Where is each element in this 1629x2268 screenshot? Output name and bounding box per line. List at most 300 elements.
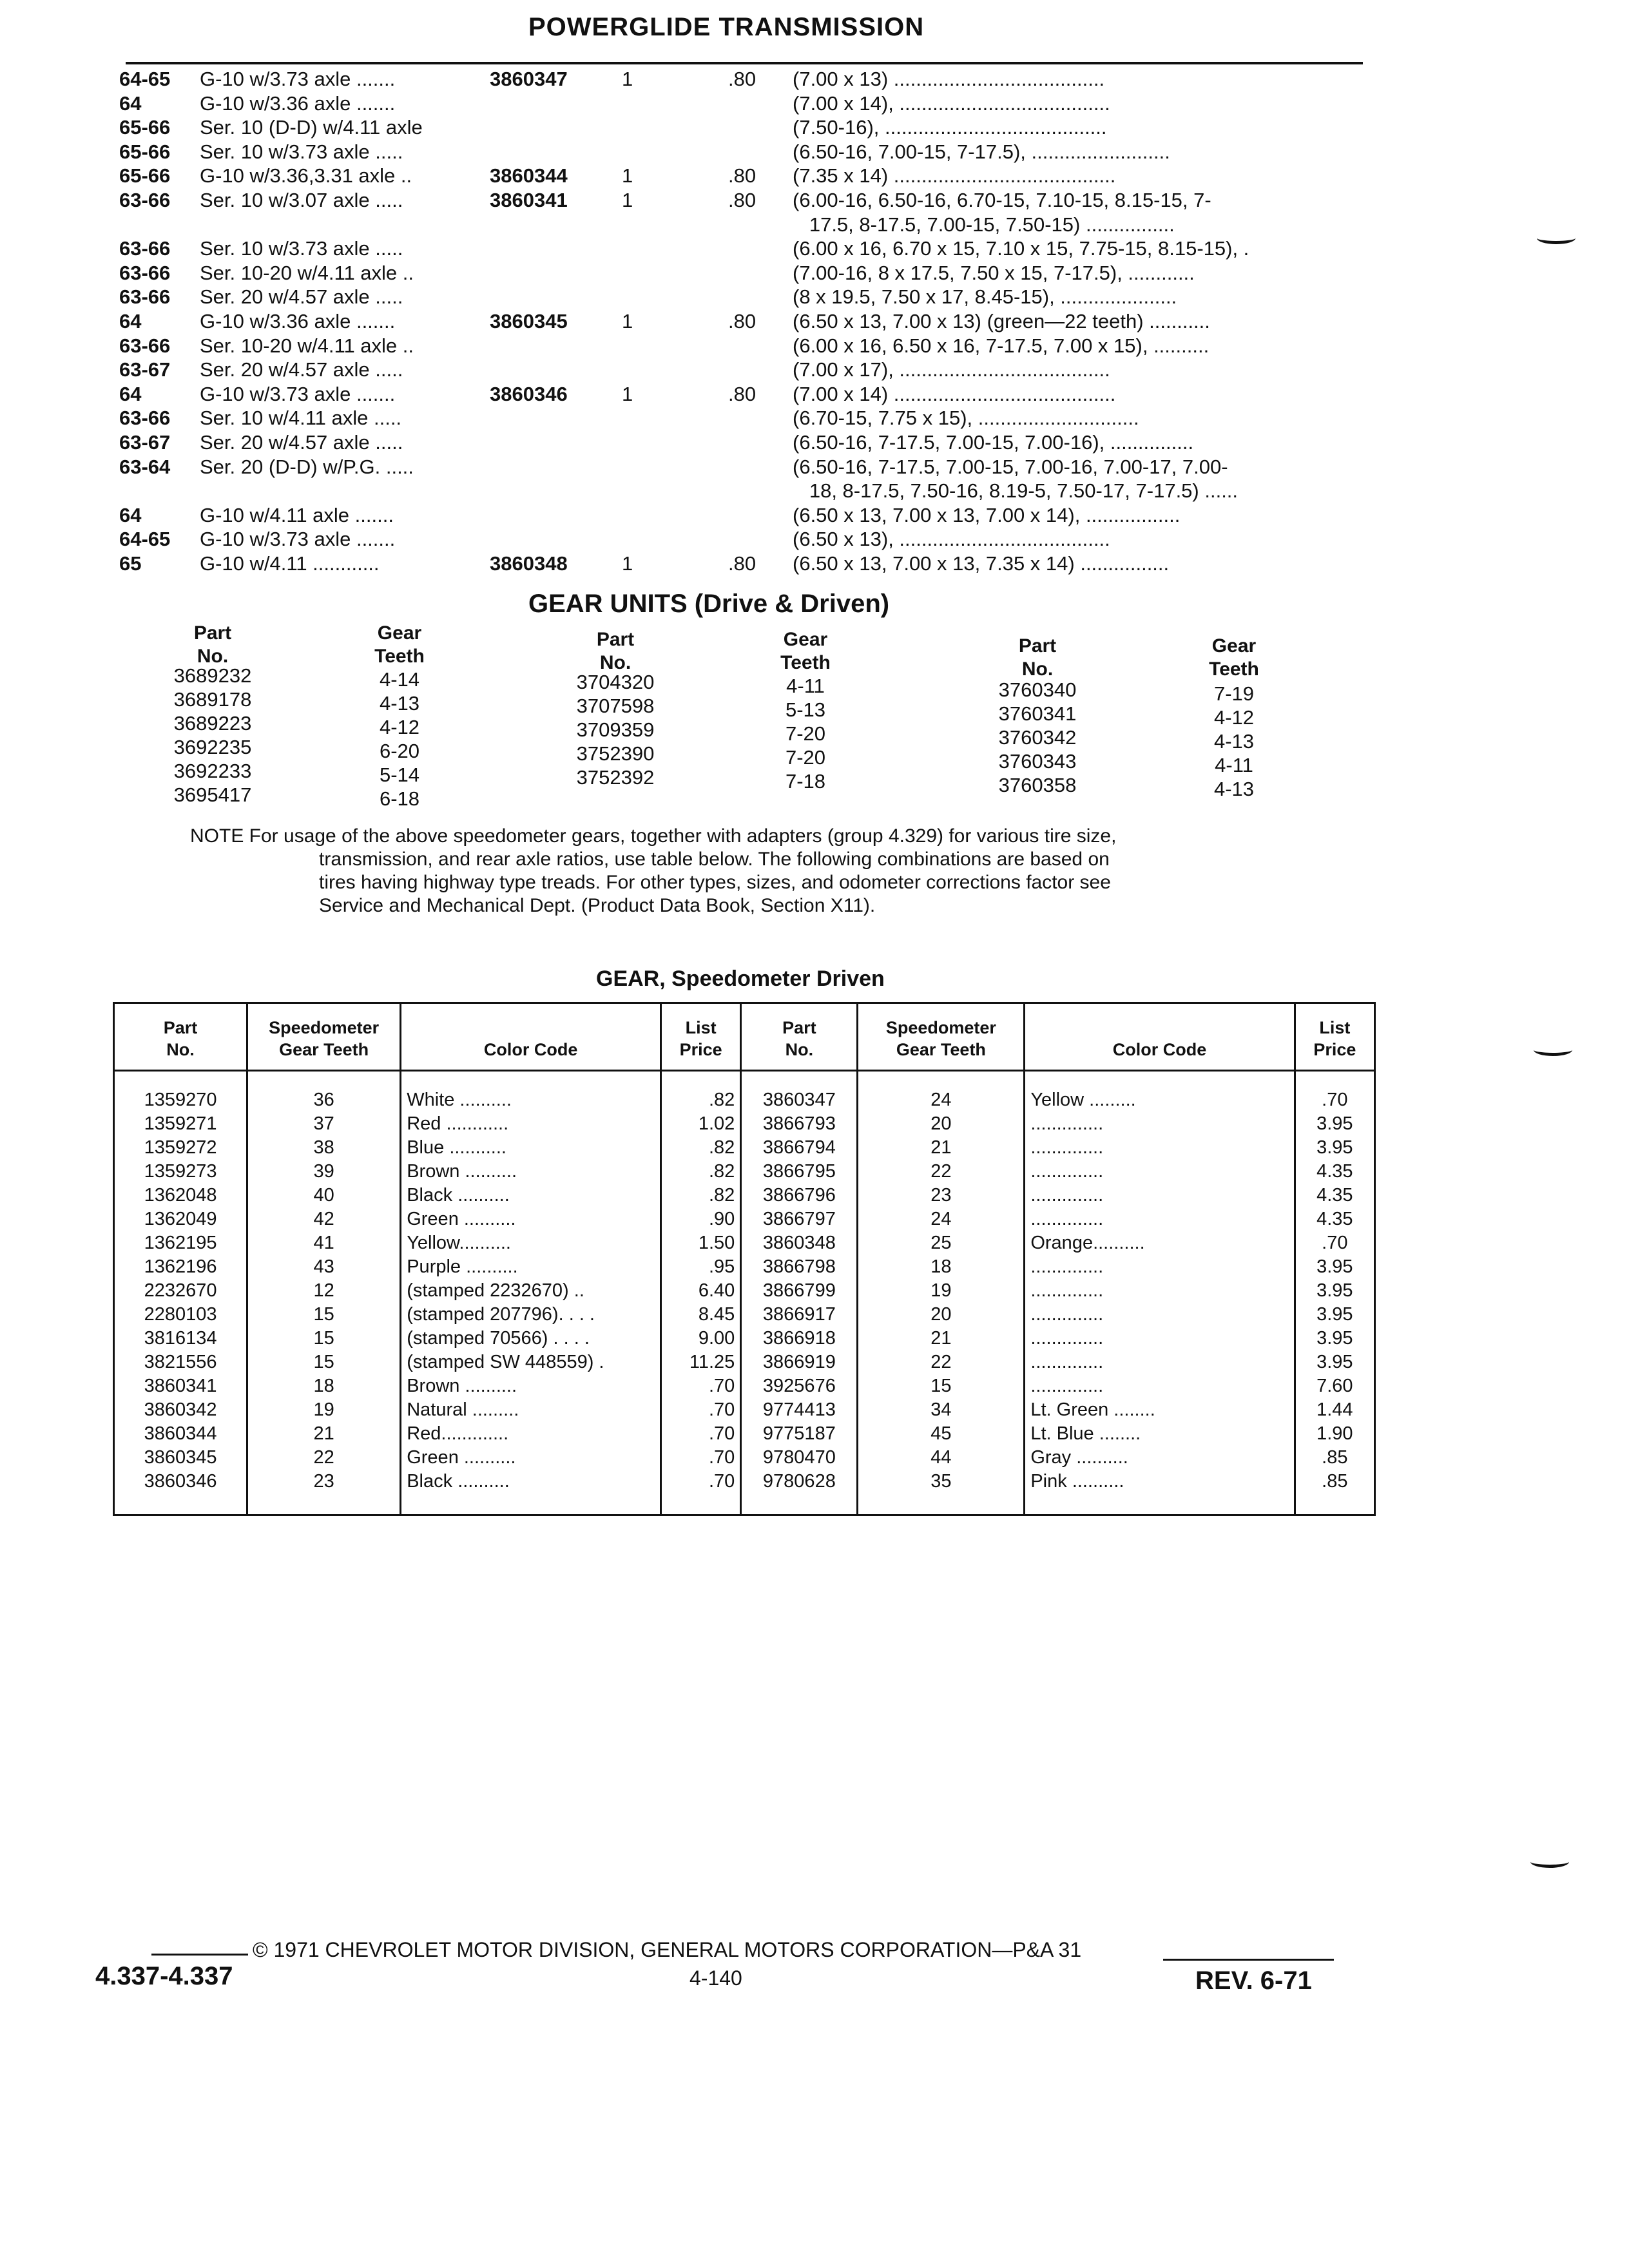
application-tire-sizes: (6.50 x 13, 7.00 x 13, 7.35 x 14) ................	[793, 552, 1170, 575]
speedo-price-value: .85	[1322, 1447, 1348, 1468]
application-years: 64-65	[119, 528, 171, 551]
application-tire-sizes: 18, 8-17.5, 7.50-16, 8.19-5, 7.50-17, 7-17.5) ......	[793, 479, 1239, 503]
speedo-price-value: 3.95	[1316, 1256, 1353, 1277]
gear-units-header-part: Part No.	[193, 622, 232, 667]
application-row	[119, 116, 1408, 140]
speedo-table-title: GEAR, Speedometer Driven	[596, 966, 885, 991]
speedo-price-value: 3.95	[1316, 1137, 1353, 1158]
gear-unit-teeth: 7-18	[785, 770, 826, 793]
margin-mark	[1530, 1856, 1569, 1868]
application-years: 65-66	[119, 116, 171, 139]
speedo-color-value: Blue ...........	[407, 1137, 506, 1158]
application-years: 64	[119, 382, 142, 405]
application-row	[119, 285, 1408, 310]
application-row	[119, 479, 1408, 504]
application-row	[119, 164, 1408, 189]
speedo-teeth-value: 41	[313, 1233, 334, 1253]
gear-unit-part: 3689232	[173, 664, 252, 687]
speedo-color-value: ..............	[1030, 1352, 1104, 1372]
speedo-color-value: (stamped SW 448559) .	[407, 1352, 604, 1372]
speedo-part-value: 1359270	[144, 1090, 217, 1110]
left-price-column	[661, 1071, 741, 1515]
speedo-part-value: 3866799	[762, 1280, 836, 1301]
speedo-price-value: 1.90	[1316, 1423, 1353, 1444]
gear-units-part-column	[976, 678, 1099, 797]
gear-unit-part: 3752392	[576, 766, 655, 789]
application-price: .80	[728, 382, 757, 405]
application-years: 63-66	[119, 261, 171, 284]
speedo-price-value: 4.35	[1316, 1185, 1353, 1206]
application-row	[119, 310, 1408, 334]
speedo-part-value: 3866798	[762, 1256, 836, 1277]
speedo-part-value: 3866917	[762, 1304, 836, 1325]
speedo-price-value: .70	[708, 1376, 735, 1396]
note-line-2: transmission, and rear axle ratios, use table below. The following combinations are based on	[319, 849, 1110, 870]
speedo-price-value: 11.25	[689, 1352, 735, 1372]
speedo-teeth-value: 24	[930, 1209, 952, 1229]
application-years: 63-67	[119, 358, 171, 381]
speedo-part-value: 1362049	[144, 1209, 217, 1229]
header-gear-teeth: Speedometer Gear Teeth	[247, 1003, 401, 1071]
speedo-color-value: Red ............	[407, 1113, 509, 1134]
speedo-price-value: 8.45	[698, 1304, 735, 1325]
application-price: .80	[728, 164, 757, 187]
application-row	[119, 92, 1408, 117]
gear-units-header-part: Part No.	[596, 629, 635, 673]
speedo-part-value: 3866797	[762, 1209, 836, 1229]
speedo-part-value: 9780470	[762, 1447, 836, 1468]
header-part-no: Part No.	[741, 1003, 858, 1071]
application-part-number: 3860347	[490, 68, 568, 90]
speedo-color-value: Black ..........	[407, 1471, 510, 1492]
application-tire-sizes: (7.00 x 14) ........................................	[793, 382, 1116, 405]
application-tire-sizes: (6.00 x 16, 6.70 x 15, 7.10 x 15, 7.75-15, 8.15-15), .	[793, 237, 1249, 260]
speedo-price-value: 3.95	[1316, 1304, 1353, 1325]
speedo-color-value: Black ..........	[407, 1185, 510, 1206]
application-description: G-10 w/3.73 axle .......	[200, 382, 396, 405]
application-tire-sizes: (6.50 x 13, 7.00 x 13, 7.00 x 14), .................	[793, 503, 1181, 526]
application-row	[119, 383, 1408, 407]
application-years: 65-66	[119, 140, 171, 163]
speedo-part-value: 3866919	[762, 1352, 836, 1372]
speedo-teeth-value: 15	[313, 1304, 334, 1325]
speedo-price-value: 4.35	[1316, 1161, 1353, 1182]
speedo-price-value: 1.02	[698, 1113, 735, 1134]
note-line-3: tires having highway type treads. For other types, sizes, and odometer corrections factor see	[319, 872, 1111, 893]
group-number: 4.337-4.337	[95, 1962, 233, 1990]
speedo-part-value: 2280103	[144, 1304, 217, 1325]
speedo-teeth-value: 22	[930, 1352, 952, 1372]
speedo-price-value: 3.95	[1316, 1328, 1353, 1349]
speedo-color-value: Gray ..........	[1030, 1447, 1128, 1468]
left-color-column	[401, 1071, 661, 1515]
application-tire-sizes: (7.00 x 14), ......................................	[793, 91, 1110, 115]
gear-unit-teeth: 7-19	[1213, 682, 1255, 705]
page-number: 4-140	[689, 1966, 742, 1990]
speedo-part-value: 1359271	[144, 1113, 217, 1134]
application-row	[119, 262, 1408, 286]
speedo-teeth-value: 36	[313, 1090, 334, 1110]
copyright-text: © 1971 CHEVROLET MOTOR DIVISION, GENERAL MOTORS CORPORATION—P&A 31	[253, 1938, 1082, 1961]
speedo-teeth-value: 20	[930, 1113, 952, 1134]
application-tire-sizes: (6.50-16, 7-17.5, 7.00-15, 7.00-16), ...............	[793, 431, 1194, 454]
application-row	[119, 213, 1408, 238]
margin-mark	[1537, 232, 1576, 244]
speedo-part-value: 1362048	[144, 1185, 217, 1206]
speedo-price-value: 3.95	[1316, 1352, 1353, 1372]
application-price: .80	[728, 189, 757, 211]
speedo-price-value: .82	[708, 1137, 735, 1158]
application-tire-sizes: (7.00 x 17), ......................................	[793, 358, 1110, 381]
application-quantity: 1	[622, 552, 633, 575]
application-tire-sizes: (7.00-16, 8 x 17.5, 7.50 x 15, 7-17.5), ............	[793, 261, 1195, 284]
speedo-price-value: 4.35	[1316, 1209, 1353, 1229]
gear-unit-part: 3692233	[173, 760, 252, 782]
application-tire-sizes: (6.70-15, 7.75 x 15), .............................	[793, 407, 1139, 430]
speedo-color-value: Green ..........	[407, 1209, 516, 1229]
speedo-teeth-value: 22	[313, 1447, 334, 1468]
application-years: 63-66	[119, 237, 171, 260]
speedo-teeth-value: 15	[313, 1352, 334, 1372]
speedo-part-value: 3860346	[144, 1471, 217, 1492]
gear-unit-part: 3692235	[173, 736, 252, 758]
speedo-price-value: 7.60	[1316, 1376, 1353, 1396]
gear-unit-part: 3689178	[173, 688, 252, 711]
speedo-color-value: ..............	[1030, 1137, 1104, 1158]
speedo-price-value: .95	[708, 1256, 735, 1277]
application-years: 63-66	[119, 189, 171, 211]
gear-unit-teeth: 6-18	[379, 787, 420, 810]
application-years: 65	[119, 552, 142, 575]
speedo-part-value: 1362196	[144, 1256, 217, 1277]
application-description: G-10 w/4.11 axle .......	[200, 503, 394, 526]
application-price: .80	[728, 68, 757, 90]
speedo-teeth-value: 22	[930, 1161, 952, 1182]
speedo-part-value: 3866794	[762, 1137, 836, 1158]
application-description: Ser. 10-20 w/4.11 axle ..	[200, 261, 414, 284]
table-header-row	[114, 1003, 1375, 1071]
speedo-price-value: .85	[1322, 1471, 1348, 1492]
revision: REV. 6-71	[1195, 1966, 1312, 1995]
speedo-part-value: 3866918	[762, 1328, 836, 1349]
speedo-part-value: 9780628	[762, 1471, 836, 1492]
gear-units-header-teeth: Gear Teeth	[1209, 635, 1259, 680]
gear-unit-teeth: 6-20	[379, 740, 420, 762]
gear-unit-part: 3704320	[576, 671, 655, 693]
application-row	[119, 456, 1408, 480]
speedo-color-value: Yellow .........	[1030, 1090, 1136, 1110]
speedo-teeth-value: 18	[930, 1256, 952, 1277]
speedo-teeth-value: 44	[930, 1447, 952, 1468]
application-description: Ser. 10 w/3.07 axle .....	[200, 189, 403, 211]
speedo-teeth-value: 45	[930, 1423, 952, 1444]
left-teeth-column	[247, 1071, 401, 1515]
application-part-number: 3860348	[490, 552, 568, 575]
speedo-color-value: Purple ..........	[407, 1256, 518, 1277]
speedo-part-value: 3821556	[144, 1352, 217, 1372]
application-quantity: 1	[622, 382, 633, 405]
gear-unit-part: 3760340	[998, 678, 1077, 701]
speedo-teeth-value: 21	[313, 1423, 334, 1444]
speedo-teeth-value: 15	[930, 1376, 952, 1396]
gear-unit-teeth: 4-13	[1213, 778, 1255, 800]
application-quantity: 1	[622, 68, 633, 90]
application-tire-sizes: (6.50 x 13, 7.00 x 13) (green—22 teeth) ...........	[793, 310, 1210, 332]
application-years: 64	[119, 310, 142, 332]
right-color-column	[1025, 1071, 1295, 1515]
speedo-part-value: 3860345	[144, 1447, 217, 1468]
speedo-part-value: 3925676	[762, 1376, 836, 1396]
speedo-part-value: 3860347	[762, 1090, 836, 1110]
speedo-part-value: 9774413	[762, 1399, 836, 1420]
speedo-teeth-value: 12	[313, 1280, 334, 1301]
gear-unit-teeth: 7-20	[785, 722, 826, 745]
header-rule	[126, 62, 1363, 64]
application-row	[119, 237, 1408, 262]
header-gear-teeth: Speedometer Gear Teeth	[858, 1003, 1025, 1071]
speedo-color-value: ..............	[1030, 1209, 1104, 1229]
gear-unit-part: 3760343	[998, 750, 1077, 773]
application-description: Ser. 10-20 w/4.11 axle ..	[200, 334, 414, 357]
speedo-price-value: 3.95	[1316, 1280, 1353, 1301]
speedo-teeth-value: 18	[313, 1376, 334, 1396]
application-description: G-10 w/3.73 axle .......	[200, 68, 396, 90]
application-description: Ser. 10 w/4.11 axle .....	[200, 407, 402, 430]
speedo-color-value: (stamped 207796). . . .	[407, 1304, 595, 1325]
speedo-part-value: 3866796	[762, 1185, 836, 1206]
application-tire-sizes: (7.50-16), ........................................	[793, 116, 1107, 139]
speedo-teeth-value: 37	[313, 1113, 334, 1134]
table-body-row	[114, 1071, 1375, 1515]
speedo-color-value: ..............	[1030, 1304, 1104, 1325]
application-part-number: 3860346	[490, 382, 568, 405]
application-row	[119, 431, 1408, 456]
application-part-number: 3860345	[490, 310, 568, 332]
application-row	[119, 552, 1408, 577]
application-row	[119, 358, 1408, 383]
gear-unit-teeth: 4-11	[786, 675, 825, 697]
application-quantity: 1	[622, 164, 633, 187]
speedo-price-value: .82	[708, 1161, 735, 1182]
speedo-price-value: 3.95	[1316, 1113, 1353, 1134]
speedo-part-value: 2232670	[144, 1280, 217, 1301]
application-tire-sizes: (7.00 x 13) ......................................	[793, 68, 1105, 90]
speedo-color-value: ..............	[1030, 1328, 1104, 1349]
speedo-color-value: Lt. Blue ........	[1030, 1423, 1141, 1444]
speedo-color-value: ..............	[1030, 1376, 1104, 1396]
gear-units-header-teeth: Gear Teeth	[780, 629, 831, 673]
speedo-part-value: 9775187	[762, 1423, 836, 1444]
gear-unit-teeth: 4-12	[379, 716, 420, 738]
gear-unit-part: 3709359	[576, 718, 655, 741]
gear-units-part-column	[151, 664, 274, 807]
application-row	[119, 528, 1408, 552]
speedometer-gear-table	[113, 1002, 1376, 1516]
gear-unit-part: 3760358	[998, 774, 1077, 796]
gear-unit-teeth: 4-11	[1215, 754, 1253, 776]
gear-units-header-teeth: Gear Teeth	[374, 622, 425, 667]
speedo-teeth-value: 40	[313, 1185, 334, 1206]
speedo-price-value: 1.44	[1316, 1399, 1353, 1420]
application-years: 64	[119, 91, 142, 115]
application-description: G-10 w/4.11 ............	[200, 552, 380, 575]
speedo-color-value: Brown ..........	[407, 1161, 517, 1182]
application-quantity: 1	[622, 189, 633, 211]
speedo-part-value: 3860348	[762, 1233, 836, 1253]
speedo-teeth-value: 23	[930, 1185, 952, 1206]
speedo-color-value: Green ..........	[407, 1447, 516, 1468]
speedo-part-value: 3816134	[144, 1328, 217, 1349]
application-tire-sizes: (6.50 x 13), ......................................	[793, 528, 1110, 551]
gear-unit-part: 3760342	[998, 726, 1077, 749]
application-description: Ser. 20 (D-D) w/P.G. .....	[200, 455, 414, 478]
right-teeth-column	[858, 1071, 1025, 1515]
application-years: 63-66	[119, 407, 171, 430]
speedo-color-value: (stamped 70566) . . . .	[407, 1328, 590, 1349]
application-years: 64-65	[119, 68, 171, 90]
footer-rule-right	[1163, 1959, 1334, 1961]
right-price-column	[1295, 1071, 1374, 1515]
speedo-price-value: 6.40	[698, 1280, 735, 1301]
application-years: 63-66	[119, 334, 171, 357]
speedo-color-value: Red.............	[407, 1423, 509, 1444]
speedo-price-value: .70	[708, 1447, 735, 1468]
speedo-part-value: 3860344	[144, 1423, 217, 1444]
speedo-color-value: (stamped 2232670) ..	[407, 1280, 584, 1301]
speedo-color-value: ..............	[1030, 1113, 1104, 1134]
application-description: G-10 w/3.73 axle .......	[200, 528, 396, 551]
right-part-column	[741, 1071, 858, 1515]
speedo-teeth-value: 34	[930, 1399, 952, 1420]
application-row	[119, 140, 1408, 165]
speedo-part-value: 1359272	[144, 1137, 217, 1158]
application-description: Ser. 20 w/4.57 axle .....	[200, 431, 403, 454]
application-years: 64	[119, 503, 142, 526]
gear-units-teeth-column	[358, 668, 441, 811]
speedo-price-value: .70	[1322, 1233, 1348, 1253]
page-title: POWERGLIDE TRANSMISSION	[528, 13, 925, 41]
application-part-number: 3860344	[490, 164, 568, 187]
speedo-part-value: 3860342	[144, 1399, 217, 1420]
speedo-teeth-value: 21	[930, 1328, 952, 1349]
speedo-teeth-value: 25	[930, 1233, 952, 1253]
gear-units-part-column	[554, 670, 677, 789]
application-price: .80	[728, 310, 757, 332]
speedo-price-value: .70	[708, 1471, 735, 1492]
speedo-part-value: 1362195	[144, 1233, 217, 1253]
speedo-part-value: 1359273	[144, 1161, 217, 1182]
application-description: Ser. 10 w/3.73 axle .....	[200, 140, 403, 163]
speedo-teeth-value: 42	[313, 1209, 334, 1229]
header-part-no: Part No.	[114, 1003, 247, 1071]
speedo-color-value: ..............	[1030, 1161, 1104, 1182]
application-tire-sizes: (6.50-16, 7.00-15, 7-17.5), .........................	[793, 140, 1170, 163]
gear-unit-part: 3707598	[576, 695, 655, 717]
speedo-price-value: .82	[708, 1185, 735, 1206]
speedo-color-value: ..............	[1030, 1256, 1104, 1277]
application-description: Ser. 10 (D-D) w/4.11 axle	[200, 116, 423, 139]
speedo-price-value: 1.50	[698, 1233, 735, 1253]
application-tire-sizes: (6.00-16, 6.50-16, 6.70-15, 7.10-15, 8.15-15, 7-	[793, 189, 1211, 211]
gear-units-header-part: Part No.	[1018, 635, 1057, 680]
application-row	[119, 68, 1408, 92]
application-row	[119, 407, 1408, 431]
speedo-teeth-value: 23	[313, 1471, 334, 1492]
speedo-color-value: White ..........	[407, 1090, 512, 1110]
speedo-price-value: .70	[708, 1423, 735, 1444]
speedo-teeth-value: 24	[930, 1090, 952, 1110]
speedo-teeth-value: 20	[930, 1304, 952, 1325]
speedo-price-value: .82	[708, 1090, 735, 1110]
speedo-color-value: ..............	[1030, 1280, 1104, 1301]
speedo-price-value: .90	[708, 1209, 735, 1229]
speedo-color-value: Yellow..........	[407, 1233, 511, 1253]
application-row	[119, 189, 1408, 213]
application-description: Ser. 10 w/3.73 axle .....	[200, 237, 403, 260]
application-tire-sizes: (8 x 19.5, 7.50 x 17, 8.45-15), .....................	[793, 285, 1177, 309]
application-tire-sizes: (6.00 x 16, 6.50 x 16, 7-17.5, 7.00 x 15), ..........	[793, 334, 1210, 357]
application-years: 65-66	[119, 164, 171, 187]
gear-unit-part: 3689223	[173, 712, 252, 735]
speedo-color-value: Pink ..........	[1030, 1471, 1124, 1492]
gear-unit-teeth: 4-13	[379, 692, 420, 715]
speedo-teeth-value: 43	[313, 1256, 334, 1277]
speedo-color-value: Brown ..........	[407, 1376, 517, 1396]
footer-rule-left	[151, 1954, 248, 1956]
speedo-part-value: 3866795	[762, 1161, 836, 1182]
application-years: 63-67	[119, 431, 171, 454]
header-color-code: Color Code	[1025, 1003, 1295, 1071]
application-description: Ser. 20 w/4.57 axle .....	[200, 285, 403, 309]
gear-unit-part: 3752390	[576, 742, 655, 765]
margin-mark	[1534, 1044, 1572, 1056]
speedo-part-value: 3866793	[762, 1113, 836, 1134]
gear-unit-teeth: 5-14	[379, 764, 420, 786]
speedo-price-value: .70	[708, 1399, 735, 1420]
left-part-column	[114, 1071, 247, 1515]
speedo-teeth-value: 39	[313, 1161, 334, 1182]
application-part-number: 3860341	[490, 189, 568, 211]
gear-unit-part: 3695417	[173, 783, 252, 806]
gear-unit-teeth: 4-13	[1213, 730, 1255, 753]
speedo-price-value: .70	[1322, 1090, 1348, 1110]
speedo-teeth-value: 19	[930, 1280, 952, 1301]
speedo-teeth-value: 15	[313, 1328, 334, 1349]
note-line-4: Service and Mechanical Dept. (Product Data Book, Section X11).	[319, 895, 876, 916]
application-description: G-10 w/3.36,3.31 axle ..	[200, 164, 412, 187]
header-list-price: List Price	[1295, 1003, 1374, 1071]
gear-unit-teeth: 4-12	[1213, 706, 1255, 729]
gear-unit-part: 3760341	[998, 702, 1077, 725]
application-description: G-10 w/3.36 axle .......	[200, 310, 396, 332]
speedo-teeth-value: 19	[313, 1399, 334, 1420]
speedo-teeth-value: 38	[313, 1137, 334, 1158]
header-list-price: List Price	[661, 1003, 741, 1071]
note-line-1: NOTE For usage of the above speedometer gears, together with adapters (group 4.329) for various tire size,	[190, 825, 1117, 847]
application-quantity: 1	[622, 310, 633, 332]
speedo-teeth-value: 35	[930, 1471, 952, 1492]
application-tire-sizes: (7.35 x 14) ........................................	[793, 164, 1116, 187]
application-row	[119, 334, 1408, 359]
gear-unit-teeth: 5-13	[785, 698, 826, 721]
speedo-color-value: Natural .........	[407, 1399, 519, 1420]
application-description: G-10 w/3.36 axle .......	[200, 91, 396, 115]
speedo-color-value: ..............	[1030, 1185, 1104, 1206]
application-row	[119, 504, 1408, 528]
gear-unit-teeth: 7-20	[785, 746, 826, 769]
speedo-color-value: Orange..........	[1030, 1233, 1145, 1253]
application-years: 63-66	[119, 285, 171, 309]
